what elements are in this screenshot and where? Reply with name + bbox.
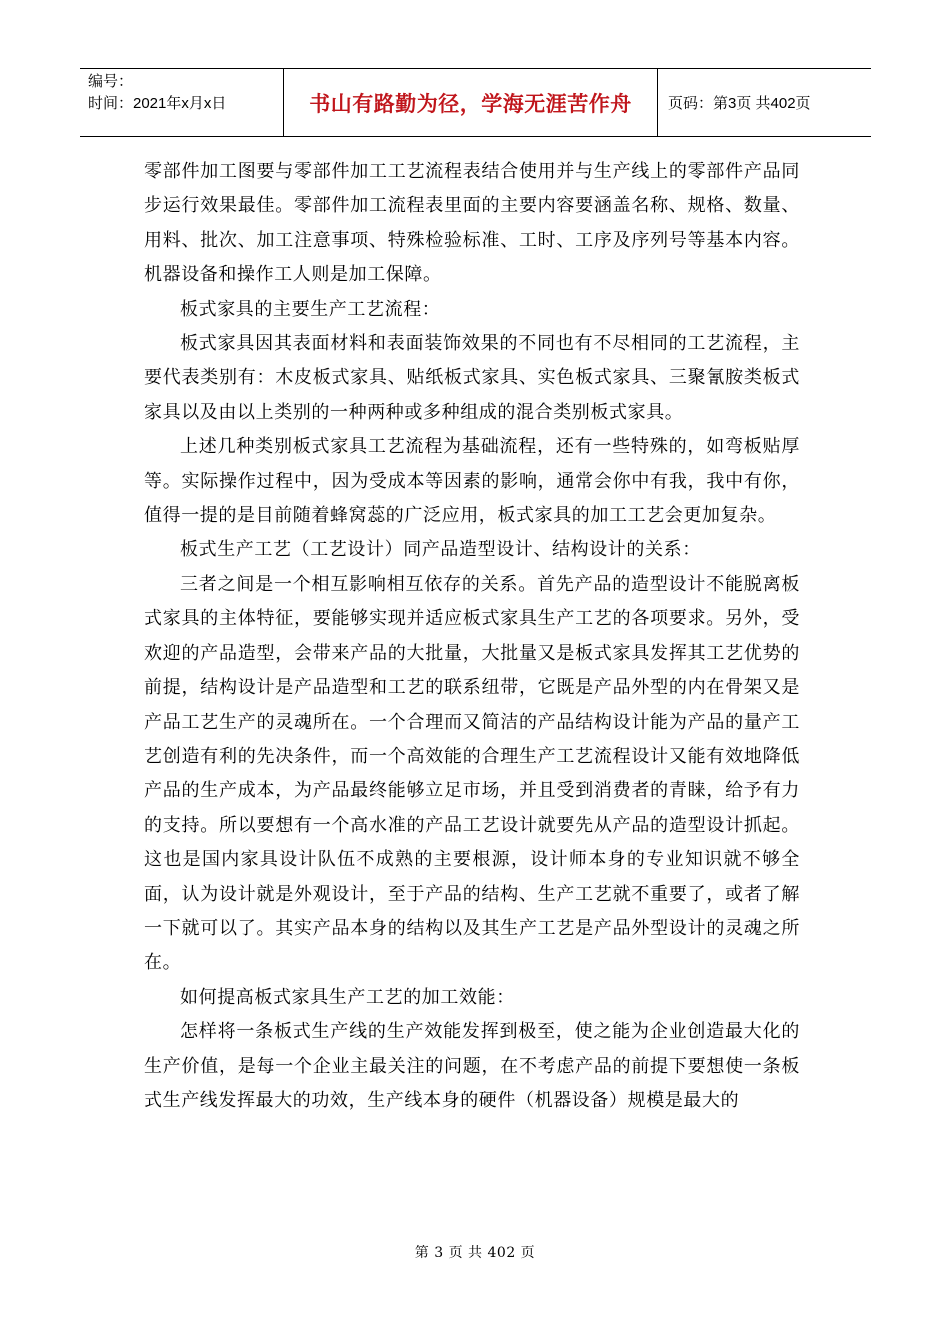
time-label: 时间：2021年x月x日 — [88, 95, 227, 112]
paragraph: 三者之间是一个相互影响相互依存的关系。首先产品的造型设计不能脱离板式家具的主体特征，要能够实现并适应板式家具生产工艺的各项要求。另外，受欢迎的产品造型，会带来产品的大批量，大批量又是板式家具发挥其工艺优势的前提，结构设计是产品造型和工艺的联系纽带，它既是产品外型的内在骨架又是产品工艺生产的灵魂所在。一个合理而又简洁的产品结构设计能为产品的量产工艺创造有利的先决条件，而一个高效能的合理生产工艺流程设计又能有效地降低产品的生产成本，为产品最终能够立足市场，并且受到消费者的青睐，给予有力的支持。所以要想有一个高水准的产品工艺设计就要先从产品的造型设计抓起。这也是国内家具设计队伍不成熟的主要根源，设计师本身的专业知识就不够全面，认为设计就是外观设计，至于产品的结构、生产工艺就不重要了，或者了解一下就可以了。其实产品本身的结构以及其生产工艺是产品外型设计的灵魂之所在。 — [144, 573, 800, 974]
document-header — [80, 68, 871, 137]
section-heading: 板式家具的主要生产工艺流程： — [180, 298, 441, 320]
header-meta-cell — [80, 69, 284, 136]
paragraph-continued: 零部件加工图要与零部件加工工艺流程表结合使用并与生产线上的零部件产品同步运行效果最佳。零部件加工流程表里面的主要内容要涵盖名称、规格、数量、用料、批次、加工注意事项、特殊检验标准、工时、工序及序列号等基本内容。机器设备和操作工人则是加工保障。 — [144, 161, 800, 286]
page-footer: 第 3 页 共 402 页 — [414, 1245, 536, 1261]
section-heading: 如何提高板式家具生产工艺的加工效能： — [180, 986, 515, 1008]
page-code: 页码：第3页 共402页 — [668, 95, 811, 112]
section-heading: 板式生产工艺（工艺设计）同产品造型设计、结构设计的关系： — [180, 539, 701, 561]
header-motto-cell — [284, 69, 658, 136]
paragraph: 怎样将一条板式生产线的生产效能发挥到极至，使之能为企业创造最大化的生产价值，是每一个企业主最关注的问题，在不考虑产品的前提下要想使一条板式生产线发挥最大的功效，生产线本身的硬件（机器设备）规模是最大的 — [144, 1021, 800, 1111]
paragraph: 上述几种类别板式家具工艺流程为基础流程，还有一些特殊的，如弯板贴厚等。实际操作过程中，因为受成本等因素的影响，通常会你中有我，我中有你，值得一提的是目前随着蜂窝蕊的广泛应用，板式家具的加工工艺会更加复杂。 — [144, 436, 800, 527]
document-body — [144, 155, 800, 1118]
paragraph: 板式家具因其表面材料和表面装饰效果的不同也有不尽相同的工艺流程，主要代表类别有：木皮板式家具、贴纸板式家具、实色板式家具、三聚氰胺类板式家具以及由以上类别的一种两种或多种组成的混合类别板式家具。 — [144, 333, 800, 423]
motto-text: 书山有路勤为径，学海无涯苦作舟 — [309, 91, 632, 116]
number-label: 编号： — [88, 73, 134, 90]
header-page-cell — [658, 69, 871, 136]
